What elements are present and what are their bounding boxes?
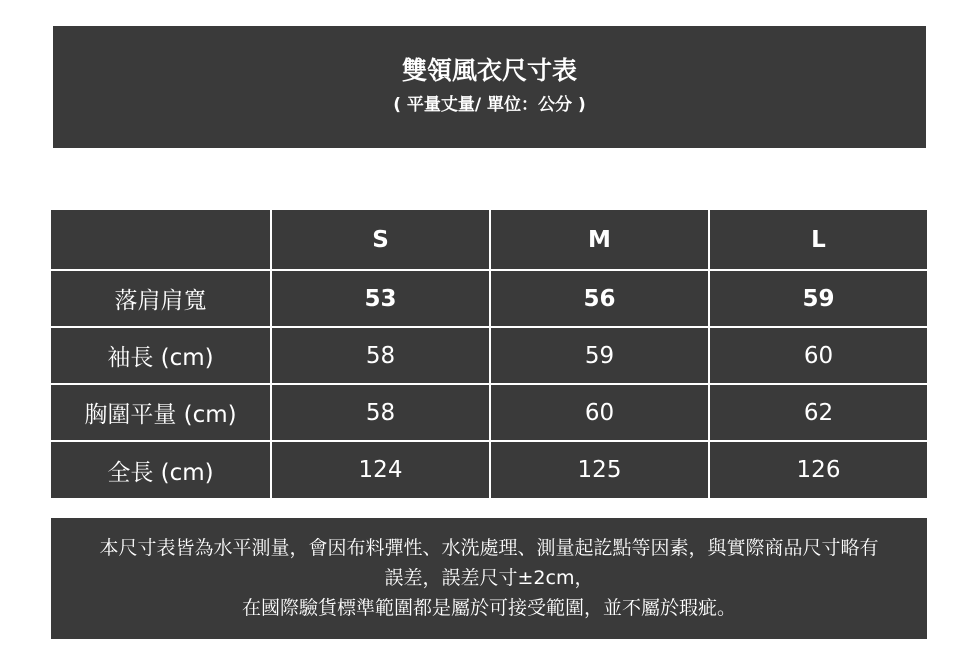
table-cell: 125 [490,441,709,499]
table-cell: 124 [271,441,490,499]
table-row [51,270,927,327]
table-cell: 126 [709,441,927,499]
table-row [51,384,927,441]
size-chart-table [51,210,927,500]
row-label: 袖長 (cm) [51,327,271,384]
table-cell: 60 [709,327,927,384]
table-header-corner [51,210,271,270]
row-label: 全長 (cm) [51,441,271,499]
page-subtitle: ( 平量丈量/ 單位：公分 ) [393,95,586,115]
row-label: 胸圍平量 (cm) [51,384,271,441]
page-title: 雙領風衣尺寸表 [401,56,577,85]
table-cell: 59 [709,270,927,327]
note-line: 在國際驗貨標準範圍都是屬於可接受範圍，並不屬於瑕疵。 [241,597,736,619]
table-header-row [51,210,927,270]
table-cell: 59 [490,327,709,384]
column-header-l: L [709,210,927,270]
table-cell: 60 [490,384,709,441]
column-header-m: M [490,210,709,270]
title-panel [53,26,926,148]
table-cell: 56 [490,270,709,327]
row-label: 落肩肩寬 [51,270,271,327]
measurement-note [51,518,927,639]
note-line: 本尺寸表皆為水平測量，會因布料彈性、水洗處理、測量起訖點等因素，與實際商品尺寸略有 [99,537,879,559]
table-cell: 58 [271,327,490,384]
table-row [51,441,927,499]
note-line: 誤差，誤差尺寸±2cm， [384,567,594,589]
column-header-s: S [271,210,490,270]
table-row [51,327,927,384]
table-cell: 58 [271,384,490,441]
table-cell: 53 [271,270,490,327]
table-cell: 62 [709,384,927,441]
